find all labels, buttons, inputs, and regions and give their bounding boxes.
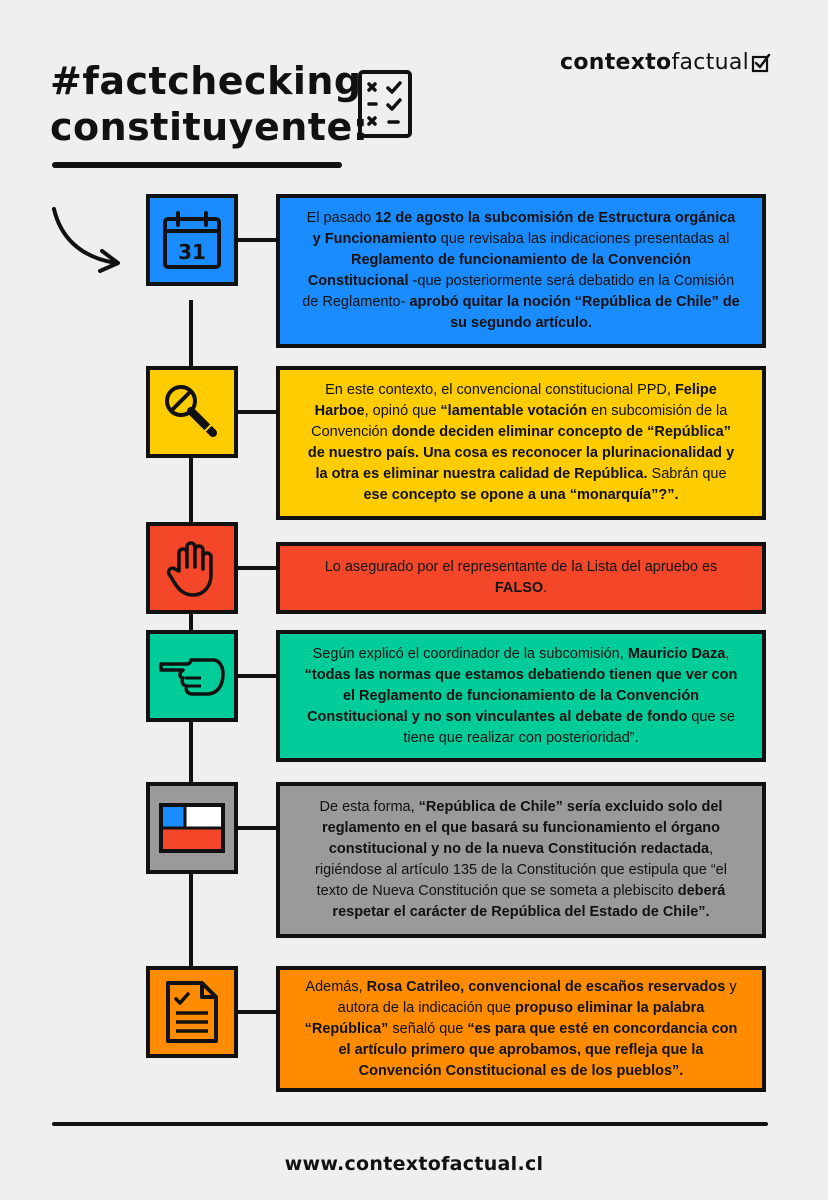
title-line-1: #factchecking [50,59,362,103]
step-4-icon-box [146,630,238,722]
step-6-segment: señaló que [388,1020,468,1037]
brand-logo [560,50,771,75]
step-4-text [302,644,740,749]
calendar-icon [161,209,223,271]
footer-url[interactable]: www.contextofactual.cl [284,1153,544,1175]
page-title [50,58,368,150]
brand-bold: contexto [560,50,672,75]
microphone-icon [161,381,223,443]
step-2-segment: en subcomisión de la Convención [311,403,728,440]
step-1-connector [238,238,276,242]
checklist-icon [358,70,412,138]
title-line-2: constituyente: [50,105,369,149]
step-1-segment: -que posteriormente será debatido en la Comisión de Reglamento- [302,273,735,310]
step-4-segment: , [725,645,730,662]
step-4-segment: “todas las normas que estamos debatiendo tienen que ver con el Reglamento de funcionamiento de la Convención Constitucional y no son vinculantes al debate de fondo [304,666,738,725]
step-6-icon-box [146,966,238,1058]
step-1-segment: que revisaba las indicaciones presentadas al [436,231,730,247]
title-underline [52,162,342,168]
step-3-icon-box [146,522,238,614]
step-4-connector [238,674,276,678]
step-5-segment: , rigiéndose al artículo 135 de la Constitución que estipula que “el texto de Nueva Constitución que se someta a plebiscito [315,841,727,899]
step-5-segment: deberá respetar el carácter de República del Estado de Chile”. [332,883,726,920]
step-4-segment: Mauricio Daza [627,645,726,662]
step-5-card [276,782,766,938]
document-check-icon [164,979,220,1045]
step-4-segment: Según explicó el coordinador de la subcomisión, [312,645,628,662]
step-1-icon-box [146,194,238,286]
step-2-segment: , opinó que [364,403,441,419]
footer-divider [52,1122,768,1126]
step-2-segment: ese concepto se opone a una “monarquía”?”. [363,487,679,503]
step-5-text [302,797,740,923]
step-6-text [302,977,740,1082]
step-3-segment: Lo asegurado por el representante de la Lista del apruebo es [324,559,718,575]
step-2-segment: Felipe Harboe [314,382,717,419]
step-6-segment: y autora de la indicación que [337,978,737,1016]
step-2-icon-box [146,366,238,458]
step-2-segment: En este contexto, el convencional constitucional PPD, [325,382,675,398]
step-3-card [276,542,766,614]
step-5-connector [238,826,276,830]
step-4-card [276,630,766,762]
step-6-segment: propuso eliminar la palabra “República” [304,999,705,1037]
step-4-segment: que se tiene que realizar con posterioridad”. [403,708,735,746]
step-1-card [276,194,766,348]
step-3-segment: . [543,580,548,596]
step-2-segment: donde deciden eliminar concepto de “República” de nuestro país. Una cosa es reconocer la plurinacionalidad y la otra es eliminar nuestra calidad de República. [307,424,735,482]
step-1-segment: aprobó quitar la noción “República de Chile” de su segundo artículo. [409,294,740,331]
brand-light: factual [671,50,750,75]
step-6-segment: Además, [305,978,367,995]
step-2-card [276,366,766,520]
step-1-segment: 12 de agosto la subcomisión de Estructura orgánica y Funcionamiento [312,210,736,247]
step-2-text [302,380,740,506]
step-5-segment: De esta forma, [319,799,419,815]
stop-hand-icon [161,537,223,599]
step-1-segment: Reglamento de funcionamiento de la Convención Constitucional [307,252,691,289]
checkbox-icon [751,53,771,73]
step-2-segment: Sabrán que [647,466,727,482]
step-2-segment: “lamentable votación [440,403,588,419]
step-1-segment: El pasado [306,210,376,226]
step-6-segment: Rosa Catrileo, convencional de escaños reservados [366,978,726,995]
chile-flag-icon [159,803,225,853]
step-1-text [302,208,740,334]
calendar-day: 31 [178,240,206,264]
step-6-connector [238,1010,276,1014]
step-3-connector [238,566,276,570]
curved-arrow-icon [48,205,128,275]
step-5-icon-box [146,782,238,874]
pointing-hand-icon [157,646,227,706]
step-2-connector [238,410,276,414]
step-5-segment: “República de Chile” sería excluido solo del reglamento en el que basará su funcionamiento el órgano constitucional y no de la nueva Constitución redactada [321,799,723,857]
step-3-segment: FALSO [494,580,544,596]
step-3-text [302,557,740,599]
step-6-card [276,966,766,1092]
step-6-segment: “es para que esté en concordancia con el artículo primero que aprobamos, que refleja que la Convención Constitucional es de los pueblos”. [338,1020,738,1079]
